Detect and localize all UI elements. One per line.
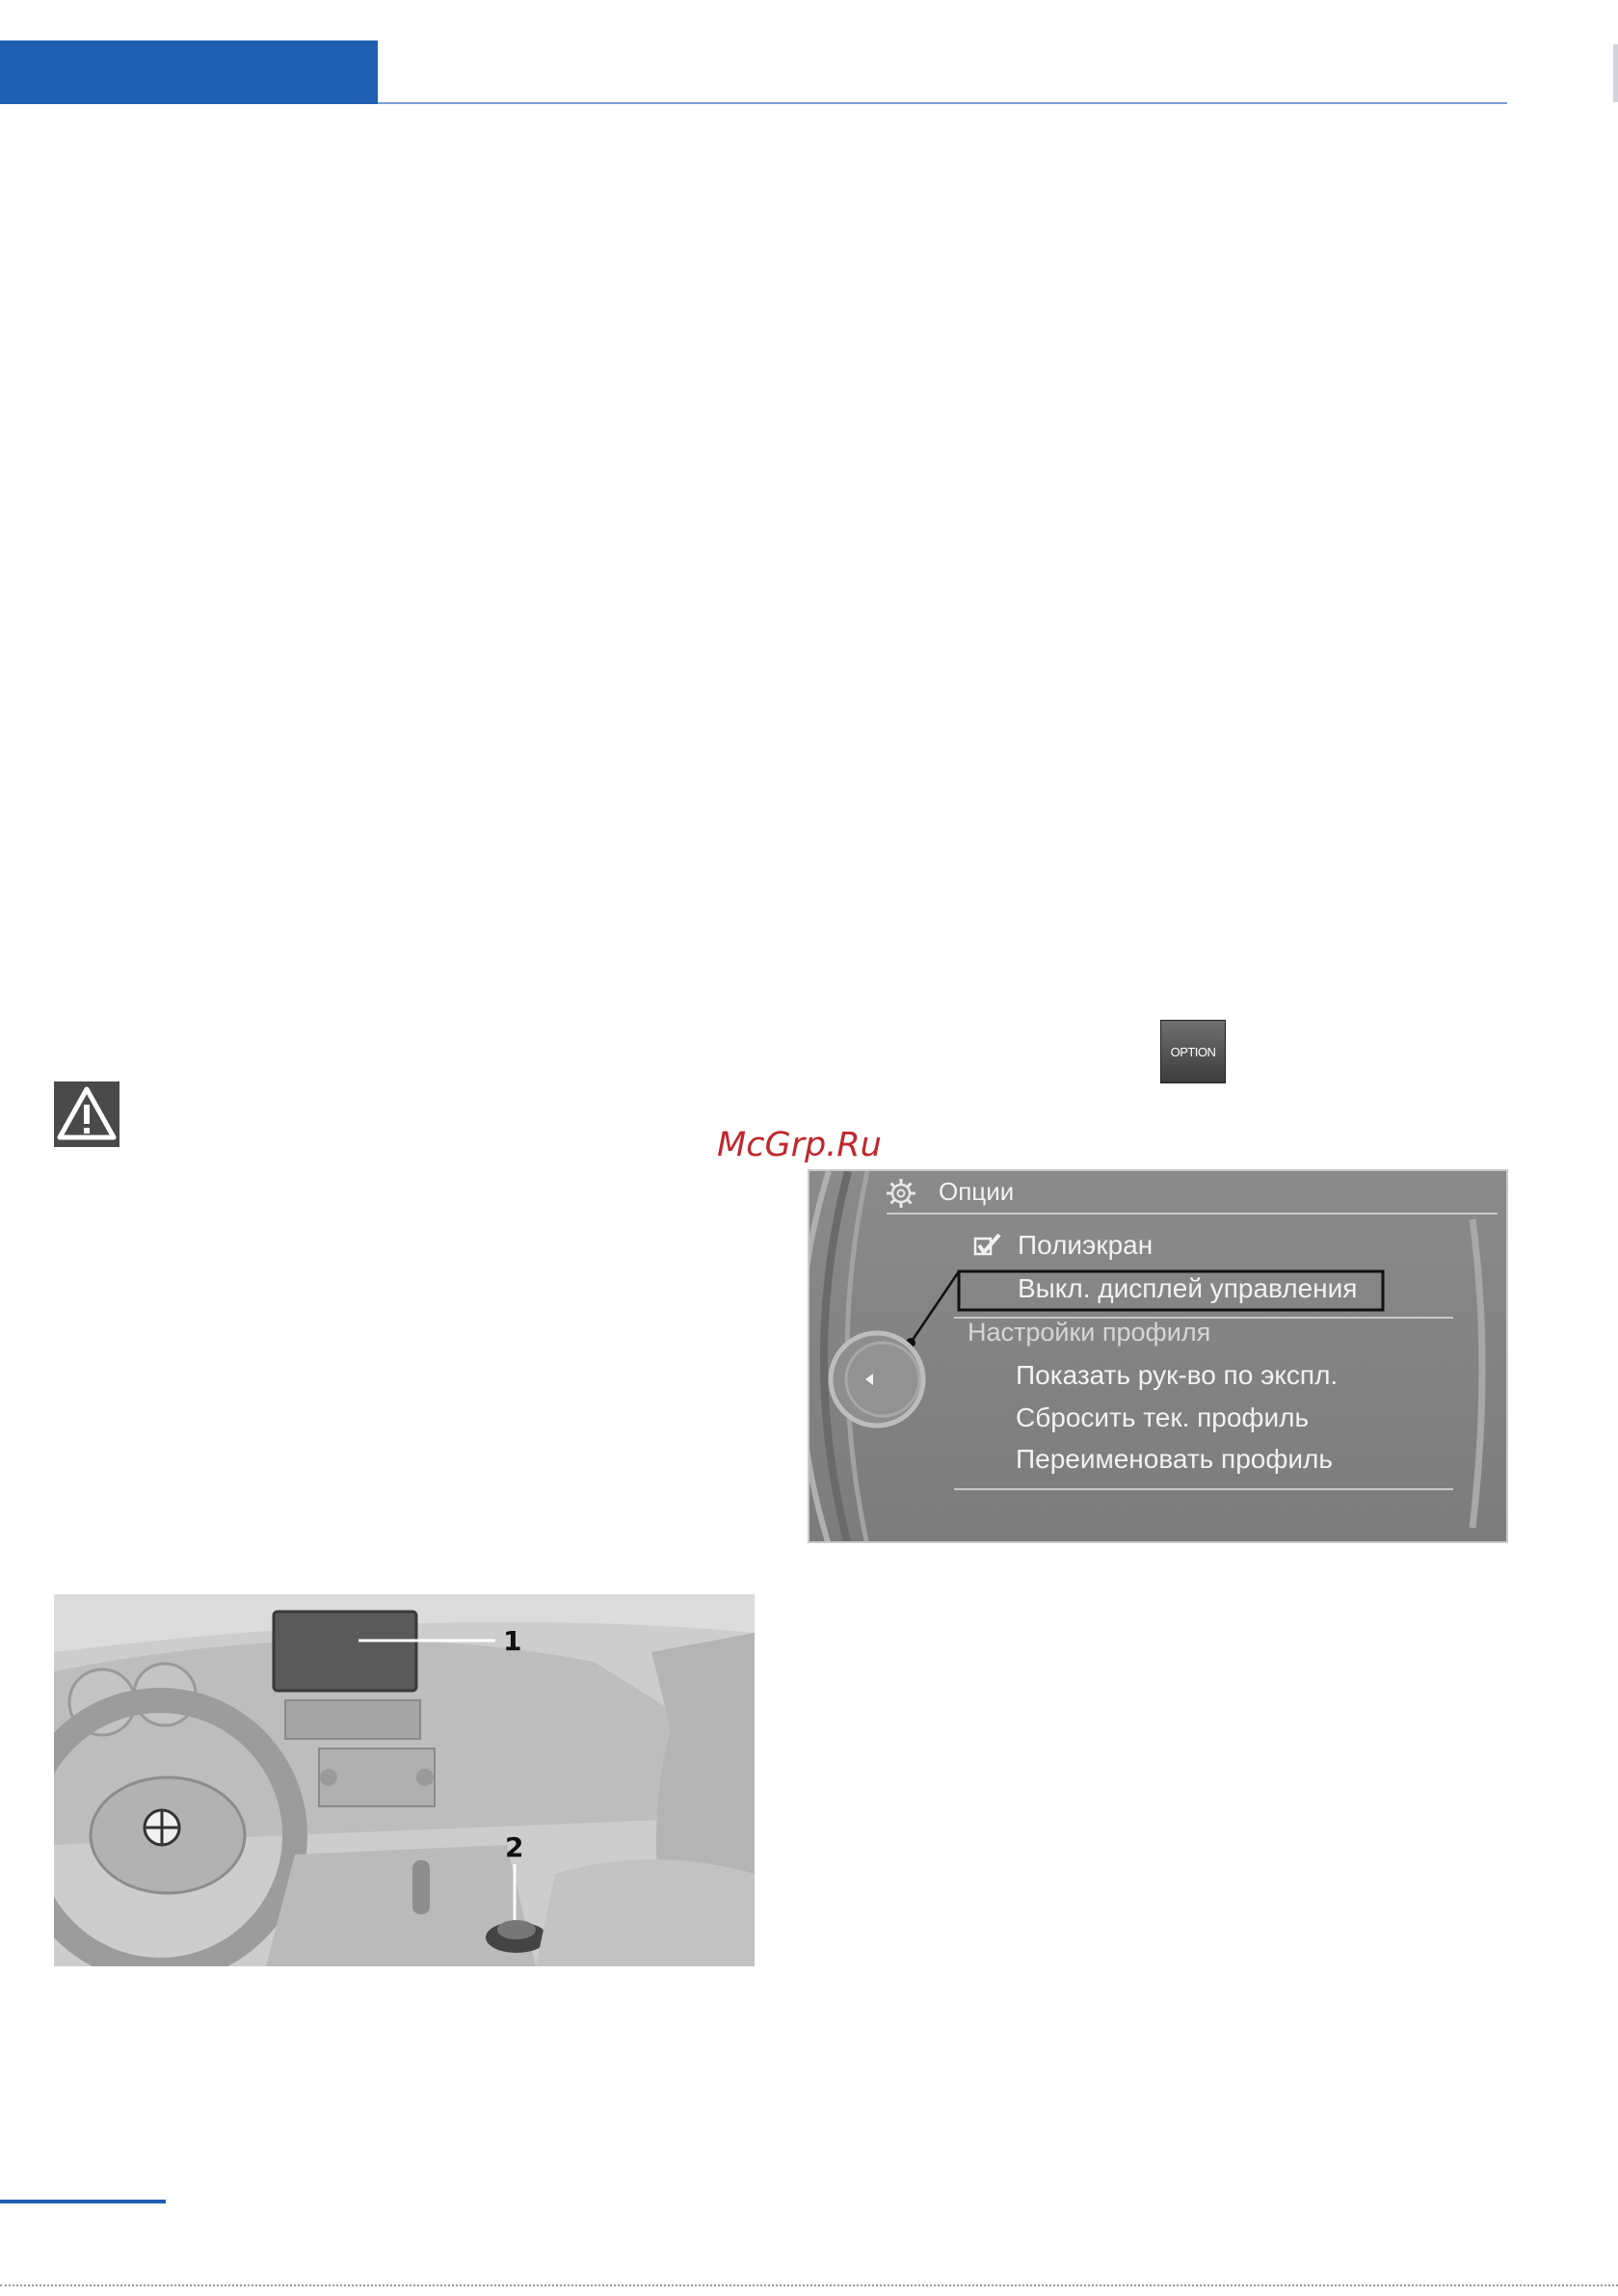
page-edge-marker: [1613, 44, 1618, 102]
callout-2: 2: [505, 1831, 524, 1863]
option-button[interactable]: OPTION: [1160, 1020, 1226, 1083]
page-bottom-dotted-line: [0, 2284, 1618, 2286]
screen-header-title: Опции: [939, 1177, 1015, 1206]
menu-item-reset-profile[interactable]: Сбросить тек. профиль: [1016, 1402, 1310, 1432]
menu-item-rename-profile[interactable]: Переименовать профиль: [1016, 1444, 1333, 1474]
callout-1: 1: [503, 1625, 522, 1657]
watermark: McGrp.Ru: [717, 1126, 882, 1164]
checkbox-checked-icon[interactable]: [973, 1233, 1002, 1263]
car-interior-image: [54, 1594, 755, 1966]
header-tab-bar: [0, 40, 378, 104]
menu-item-split-screen[interactable]: Полиэкран: [1018, 1230, 1154, 1260]
footer-rule: [0, 2200, 166, 2203]
header-rule: [378, 102, 1507, 104]
car-interior-drawing: [54, 1594, 755, 1966]
screen-decor: [809, 1171, 1508, 1543]
menu-item-show-manual[interactable]: Показать рук-во по экспл.: [1016, 1360, 1339, 1390]
menu-item-control-display-off[interactable]: Выкл. дисплей управления: [1018, 1273, 1358, 1303]
warning-icon: [54, 1081, 119, 1147]
gear-icon: [885, 1177, 917, 1215]
control-display-screen: [808, 1169, 1508, 1543]
section-profile-settings: Настройки профиля: [968, 1318, 1211, 1347]
